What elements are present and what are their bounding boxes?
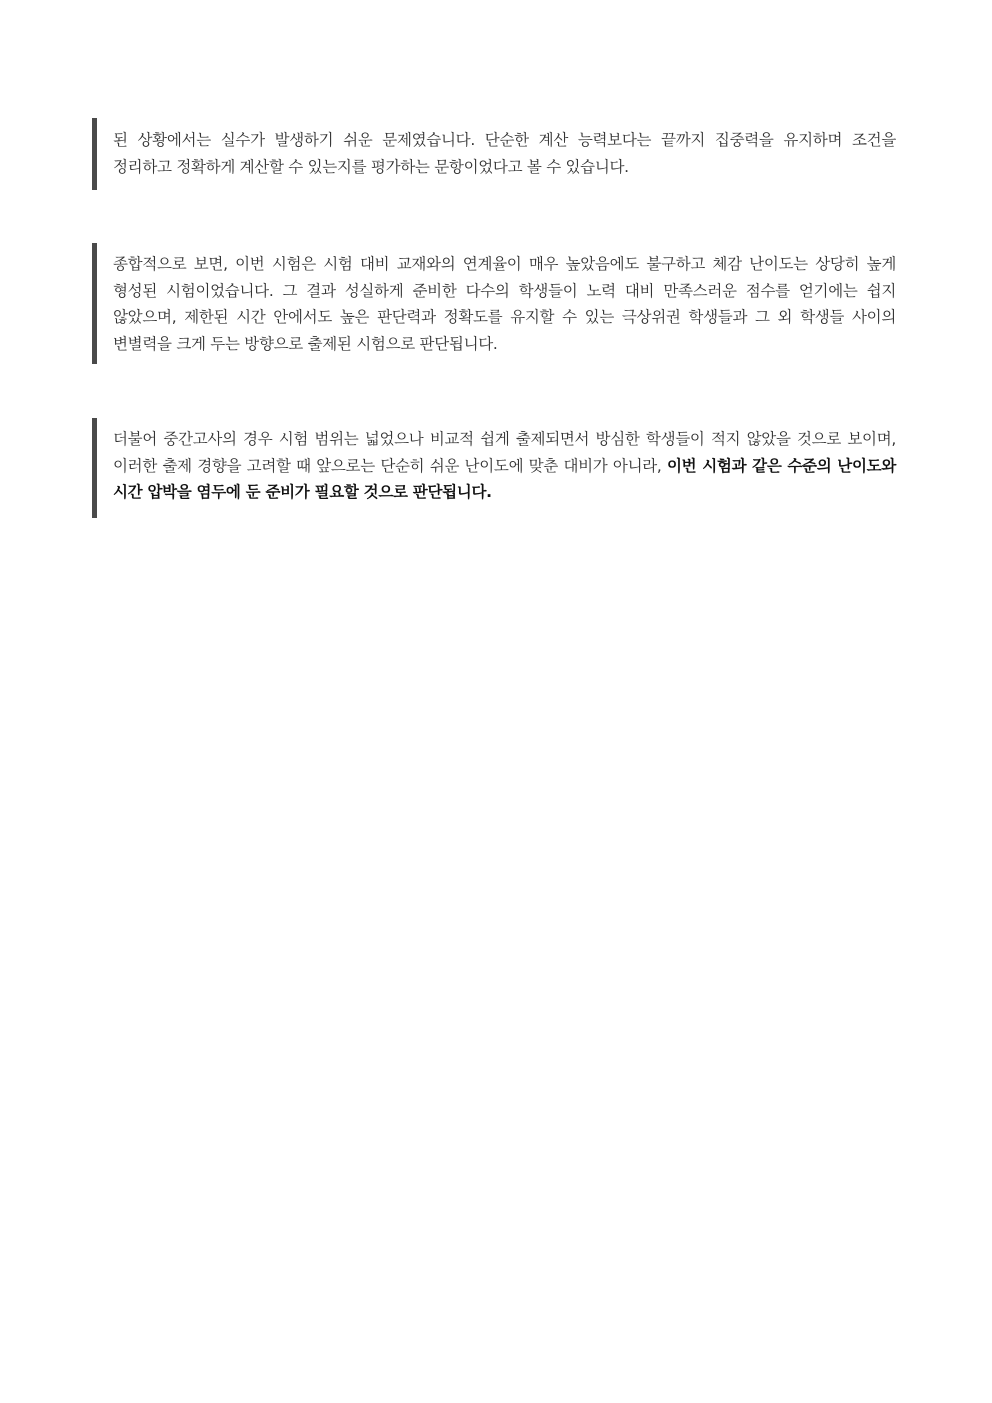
paragraph-2: 종합적으로 보면, 이번 시험은 시험 대비 교재와의 연계율이 매우 높았음에도 불구하고 체감 난이도는 상당히 높게 형성된 시험이었습니다. 그 결과 성실하게 준비한 다수의 학생들이 노력 대비 만족스러운 점수를 얻기에는 쉽지 않았으며, 제한된 시간 안에서도 높은 판단력과 정확도를 유지할 수 있는 극상위권 학생들과 그 외 학생들 사이의 변별력을 크게 두는 방향으로 출제된 시험으로 판단됩니다. <box>113 255 896 353</box>
paragraph-1: 된 상황에서는 실수가 발생하기 쉬운 문제였습니다. 단순한 계산 능력보다는 끝까지 집중력을 유지하며 조건을 정리하고 정확하게 계산할 수 있는지를 평가하는 문항이었다고 볼 수 있습니다. <box>113 131 896 176</box>
paragraph-3-bold-conclusion: 이번 시험과 같은 수준의 난이도와 시간 압박을 염두에 둔 준비가 필요할 것으로 판단됩니다. <box>113 456 896 501</box>
paragraph-3 <box>113 426 896 506</box>
quote-block-3 <box>92 418 896 518</box>
quote-block-2 <box>92 243 896 364</box>
paragraph-3-text: 더불어 중간고사의 경우 시험 범위는 넓었으나 비교적 쉽게 출제되면서 방심한 학생들이 적지 않았을 것으로 보이며, 이러한 출제 경향을 고려할 때 앞으로는 단순히 쉬운 난이도에 맞춘 대비가 아니라, <box>113 430 896 475</box>
quote-block-1 <box>92 118 896 190</box>
